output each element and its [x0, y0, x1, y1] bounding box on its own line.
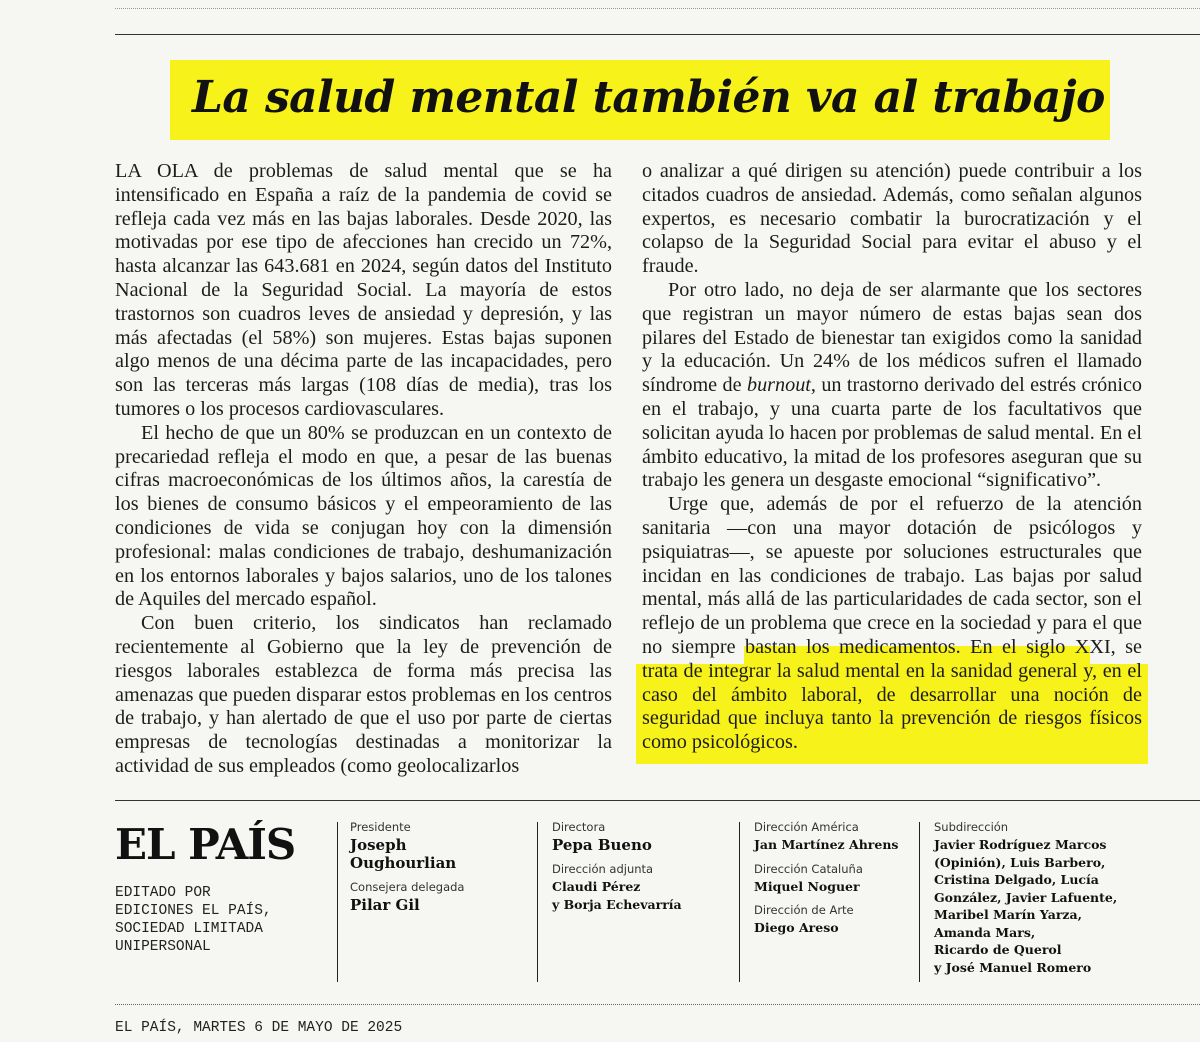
column-divider	[919, 822, 920, 982]
column-divider	[337, 822, 338, 982]
staff-name: Miquel Noguer	[754, 878, 860, 894]
staff-name: Pilar Gil	[350, 896, 420, 914]
role-label: Dirección América	[754, 820, 859, 834]
emphasis-burnout: burnout	[746, 374, 811, 397]
publisher-line: EDITADO POR	[115, 885, 211, 901]
article-paragraph: Con buen criterio, los sindicatos han reclamado recientemente al Gobierno que la ley de prevención de riesgos laborales establezca de forma más precisa las amenazas que pueden disparar estos problemas en los centros de trabajo, y han alertado de que el uso por parte de ciertas empresas de tecnologías destinadas a monitorizar la actividad de sus empleados (como geolocalizarlos	[115, 612, 612, 777]
el-pais-logo: EL PAÍS	[115, 820, 296, 869]
article-paragraph	[642, 279, 1142, 493]
article-column-right	[642, 160, 1142, 755]
staff-name: Javier Rodríguez Marcos (Opinión), Luis Barbero, Cristina Delgado, Lucía González, Javier Lafuente, Maribel Marín Yarza, Amanda Mars, Ricardo de Querol y José Manuel Romero	[934, 837, 1118, 975]
headline: La salud mental también va al trabajo	[192, 72, 1105, 123]
role-label: Dirección adjunta	[552, 862, 654, 876]
paragraph-text: , un trastorno derivado del estrés crónico en el trabajo, y una cuarta parte de los facultativos que solicitan ayuda lo hacen por problemas de salud mental. En el ámbito educativo, la mitad de los profesores aseguran que su trabajo les genera un desgaste emocional “significativo”.	[642, 374, 1143, 492]
column-divider	[739, 822, 740, 982]
role-label: Presidente	[350, 820, 411, 834]
role-label: Directora	[552, 820, 606, 834]
article-column-left	[115, 160, 612, 779]
publisher-line: SOCIEDAD LIMITADA	[115, 921, 263, 937]
role-label: Consejera delegada	[350, 880, 465, 894]
footer-rule	[115, 1004, 1200, 1005]
column-divider	[537, 822, 538, 982]
staff-name: Pepa Bueno	[552, 836, 652, 854]
masthead-rule	[115, 800, 1200, 801]
staff-name: Claudi Pérez y Borja Echevarría	[552, 879, 682, 912]
role-label: Subdirección	[934, 820, 1009, 834]
masthead-column-direction	[552, 820, 732, 921]
masthead	[115, 820, 1200, 990]
role-label: Dirección Cataluña	[754, 861, 863, 876]
staff-name: Jan Martínez Ahrens	[754, 837, 899, 852]
masthead-column-subdirection	[934, 820, 1134, 984]
paragraph-text: Por otro lado, no deja de ser alarmante que los sectores que registran un mayor número de estas bajas sean dos pilares del Estado de bienestar tan exigidos como la sanidad y la educación. Un 24% de los médicos sufren el llamado síndrome de	[642, 278, 1142, 397]
article-paragraph: Urge que, además de por el refuerzo de la atención sanitaria —con una mayor dotación de psicólogos y psiquiatras—, se apueste por soluciones estructurales que incidan en las condiciones de trabajo. Las bajas por salud mental, más allá de las particularidades de cada sector, son el reflejo de un problema que crece en la sociedad y para el que no siempre bastan los medicamentos. En el siglo XXI, se trata de integrar la salud mental en la sanidad general y, en el caso del ámbito laboral, de desarrollar una noción de seguridad que incluya tanto la prevención de riesgos físicos como psicológicos.	[642, 493, 1142, 754]
article-paragraph: LA OLA de problemas de salud mental que se ha intensificado en España a raíz de la pandemia de covid se refleja cada vez más en las bajas laborales. Desde 2020, las motivadas por ese tipo de afecciones han crecido un 72%, hasta alcanzar las 643.681 en 2024, según datos del Instituto Nacional de la Seguridad Social. La mayoría de estos trastornos son cuadros leves de ansiedad y depresión, y las más afectadas (el 58%) son mujeres. Estas bajas suponen algo menos de una décima parte de las incapacidades, pero son las terceras más largas (108 días de media), tras los tumores o los procesos cardiovasculares.	[115, 160, 612, 420]
publisher-line: UNIPERSONAL	[115, 939, 211, 955]
masthead-column-presidency	[350, 820, 530, 922]
staff-name: Joseph Oughourlian	[350, 836, 457, 872]
page-footer-date: EL PAÍS, MARTES 6 DE MAYO DE 2025	[115, 1020, 403, 1036]
top-rule	[115, 34, 1200, 35]
publisher-line: EDICIONES EL PAÍS,	[115, 903, 272, 919]
masthead-column-regional	[754, 820, 934, 945]
headline-block	[170, 60, 1110, 140]
role-label: Dirección de Arte	[754, 903, 854, 917]
publisher-info	[115, 884, 335, 956]
article-paragraph: o analizar a qué dirigen su atención) puede contribuir a los citados cuadros de ansiedad. Además, como señalan algunos expertos, es necesario combatir la burocratización y el colapso de la Seguridad Social para evitar el abuso y el fraude.	[642, 160, 1142, 278]
staff-name: Diego Areso	[754, 920, 839, 935]
previous-article-edge	[115, 0, 1200, 9]
article-paragraph: El hecho de que un 80% se produzcan en un contexto de precariedad refleja el modo en que, a pesar de las buenas cifras macroeconómicas de los últimos años, la carestía de los bienes de consumo básicos y el empeoramiento de las condiciones de vida se conjugan hoy con la dimensión profesional: malas condiciones de trabajo, deshumanización en los entornos laborales y bajos salarios, uno de los talones de Aquiles del mercado español.	[115, 421, 612, 611]
